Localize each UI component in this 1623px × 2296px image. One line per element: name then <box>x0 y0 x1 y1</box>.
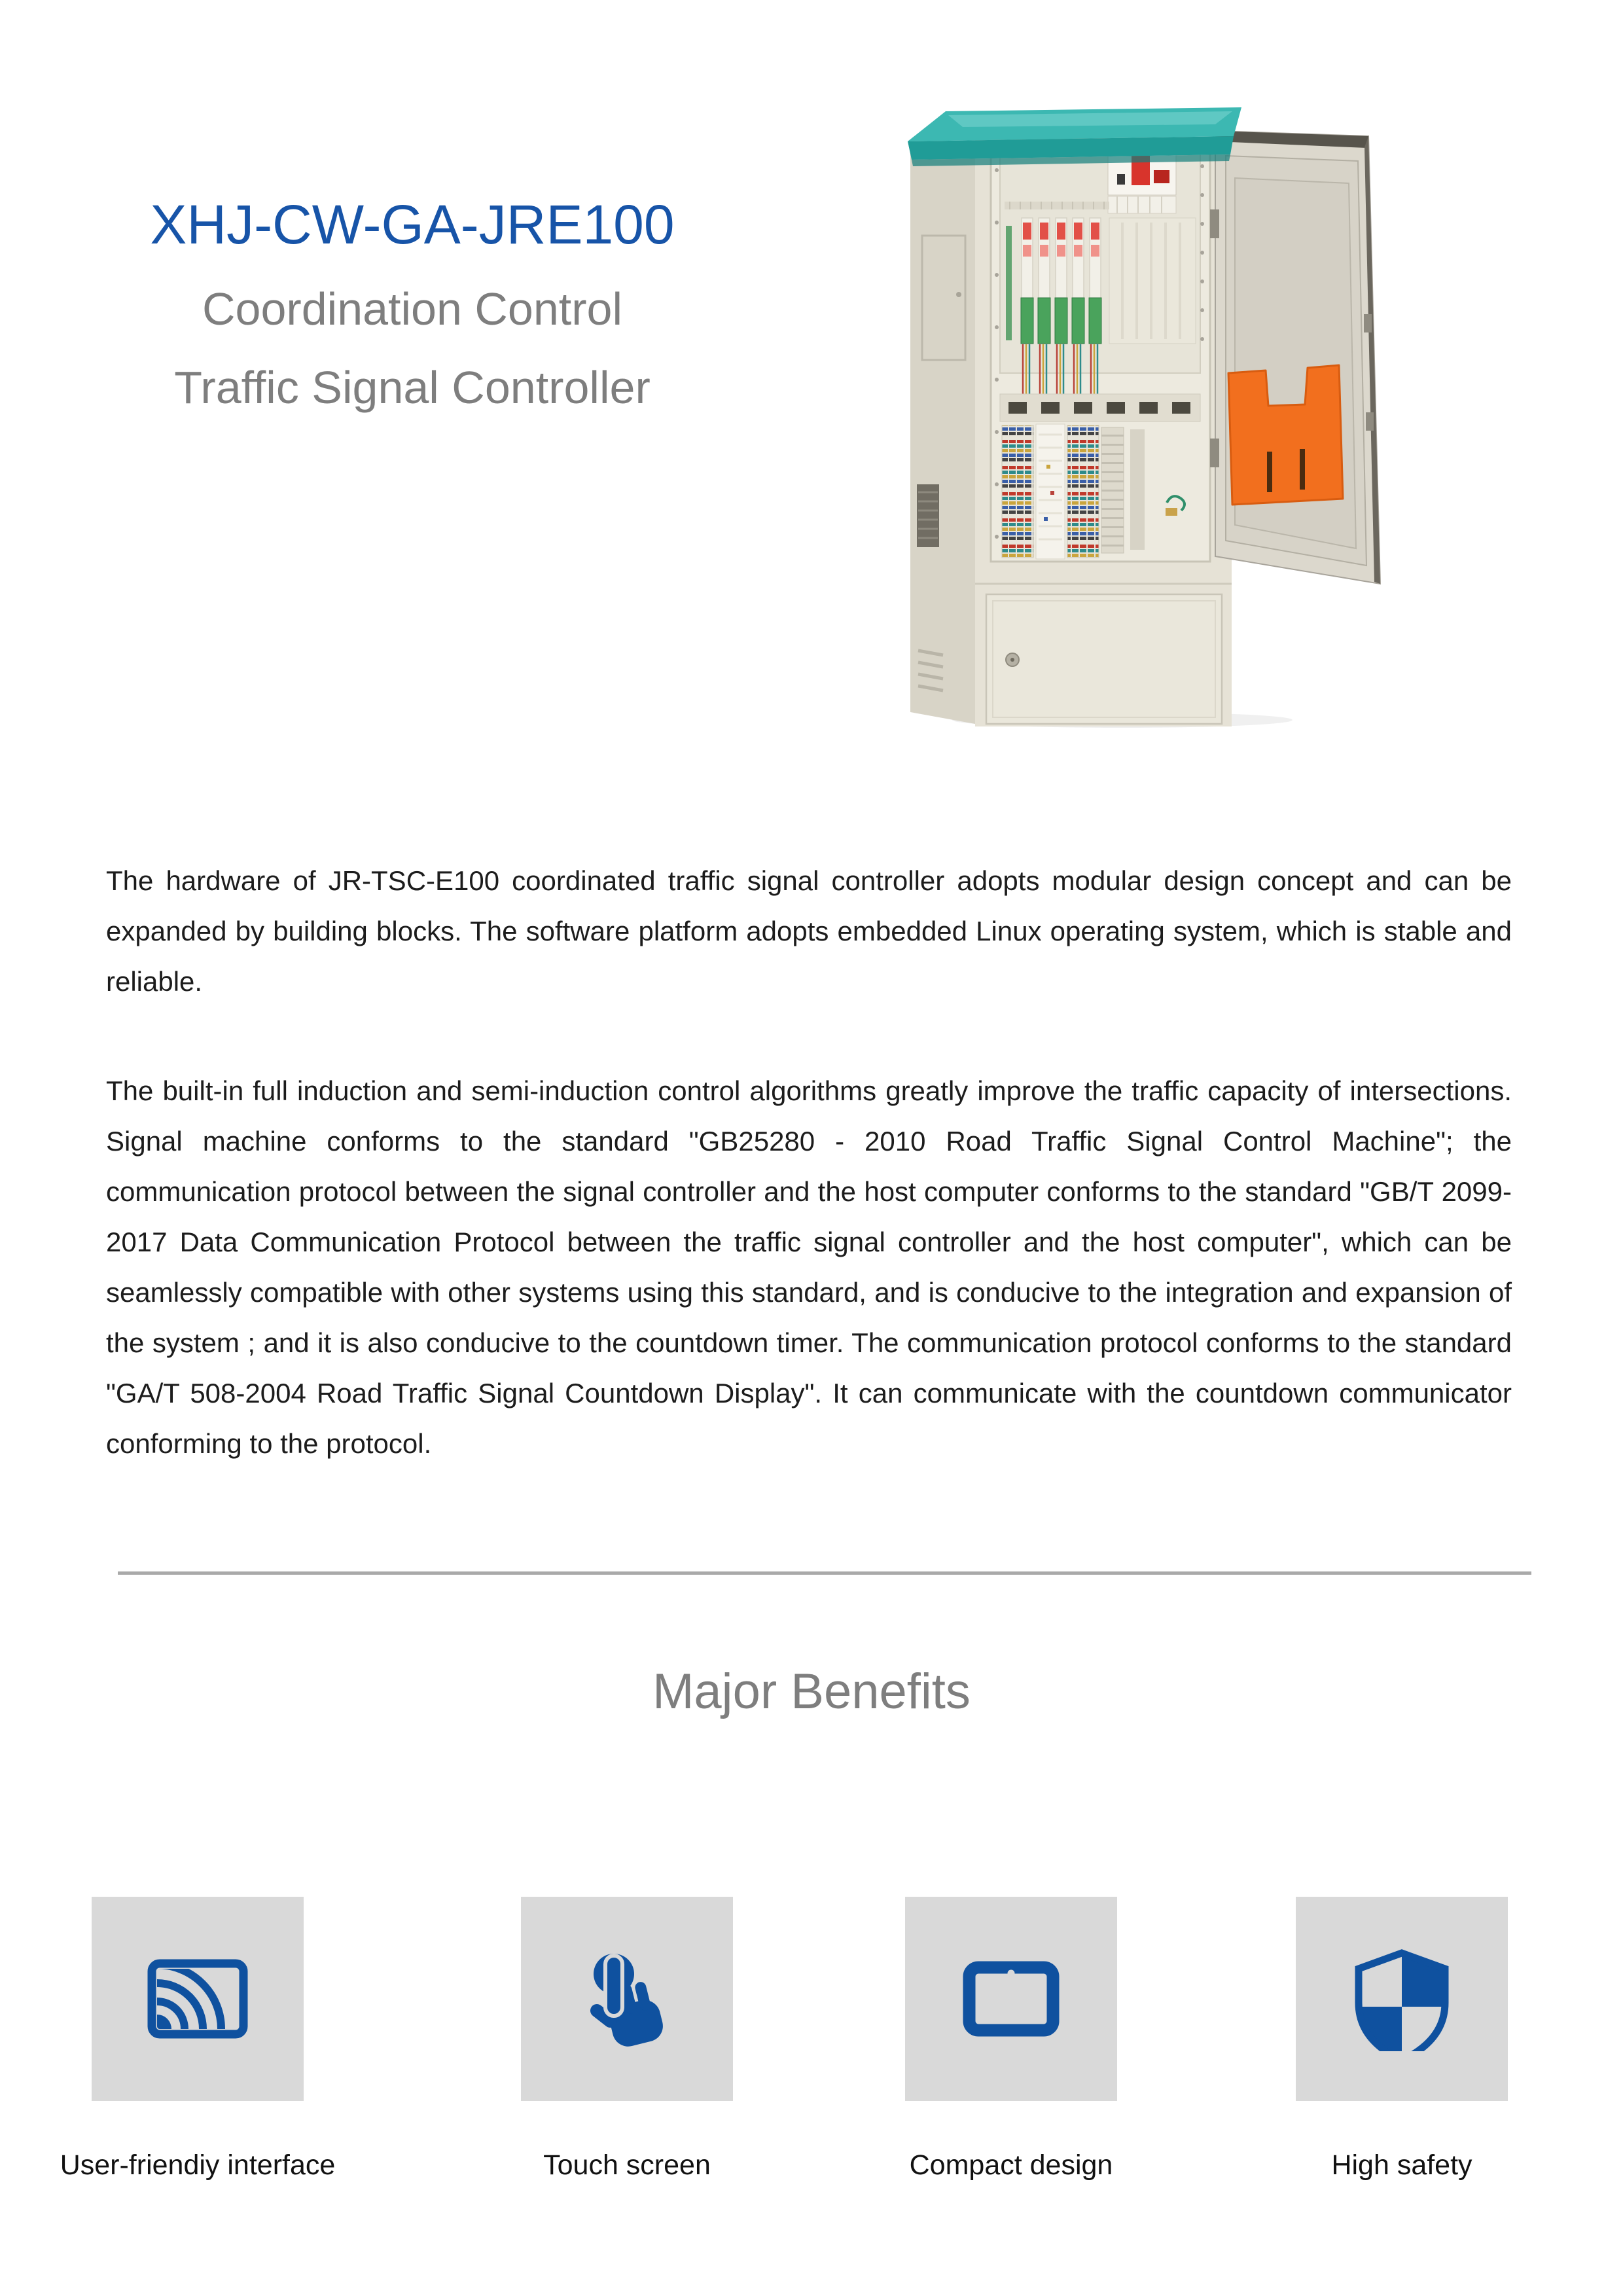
benefits-heading: Major Benefits <box>652 1664 971 1719</box>
benefit-icon-box <box>92 1897 304 2101</box>
section-divider <box>118 1571 1531 1575</box>
benefit-card-user-friendly-interface <box>60 1897 336 2181</box>
description-paragraph-1: The hardware of JR-TSC-E100 coordinated traffic signal controller adopts modular design concept and can be expanded by building blocks. The software platform adopts embedded Linux operating system, which is stable and reliable. <box>106 865 1512 997</box>
touch-gesture-icon <box>575 1946 679 2051</box>
page-title: XHJ-CW-GA-JRE100 <box>150 194 675 255</box>
subtitle-line-2: Traffic Signal Controller <box>174 362 651 413</box>
benefit-label: Touch screen <box>543 2149 711 2181</box>
benefit-label: Compact design <box>909 2149 1113 2181</box>
cast-screen-icon <box>145 1946 250 2051</box>
tablet-icon <box>959 1946 1063 2051</box>
subtitle-line-1: Coordination Control <box>202 283 623 334</box>
benefit-card-touch-screen <box>521 1897 733 2181</box>
benefit-label: User-friendiy interface <box>60 2149 336 2181</box>
benefit-label: High safety <box>1331 2149 1472 2181</box>
benefit-icon-box <box>1296 1897 1508 2101</box>
product-image <box>906 98 1384 730</box>
description-paragraph-2: The built-in full induction and semi-induction control algorithms greatly improve the traffic capacity of intersections. Signal machine conforms to the standard "GB25280 - 2010 Road Traffic Signal Control Machine"; the communication protocol between the signal controller and the host computer conforms to the standard "GB/T 2099-2017 Data Communication Protocol between the traffic signal controller and the host computer", which can be seamlessly compatible with other systems using this standard, and is conducive to the integration and expansion of the system ; and it is also conducive to the countdown timer. The communication protocol conforms to the standard "GA/T 508-2004 Road Traffic Signal Countdown Display". It can communicate with the countdown communicator conforming to the protocol. <box>106 1075 1512 1459</box>
benefit-icon-box <box>905 1897 1117 2101</box>
benefit-card-compact-design <box>905 1897 1117 2181</box>
shield-icon <box>1349 1946 1454 2051</box>
controller-cabinet-illustration <box>906 98 1384 730</box>
benefit-icon-box <box>521 1897 733 2101</box>
benefit-card-high-safety <box>1296 1897 1508 2181</box>
